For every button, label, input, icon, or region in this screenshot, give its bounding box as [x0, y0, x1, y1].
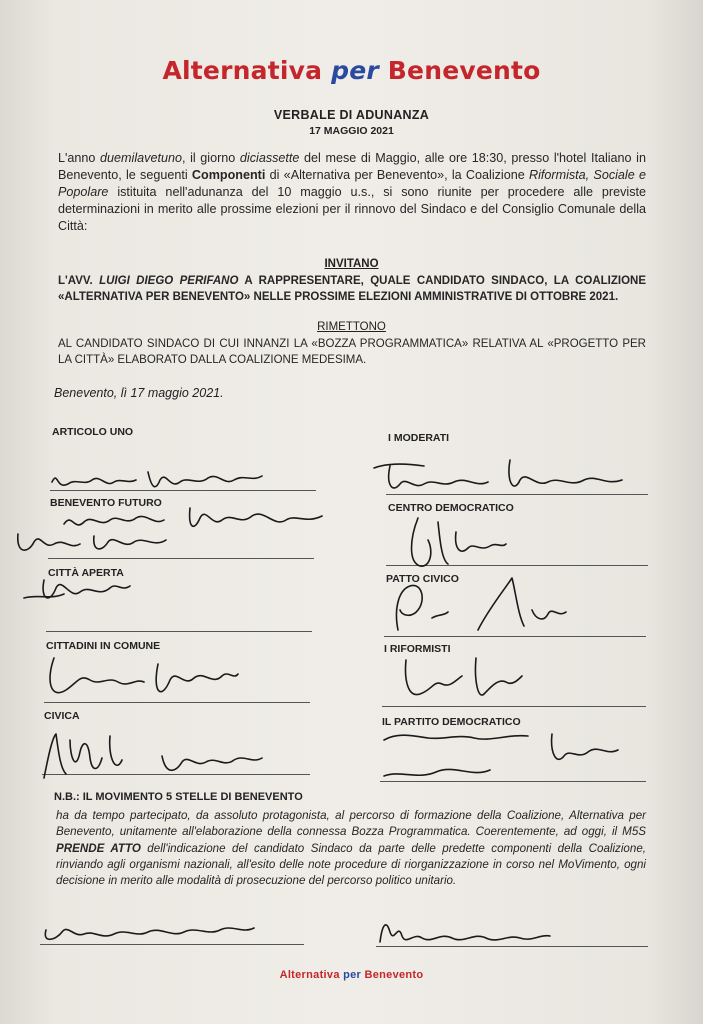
group-partito-democratico: IL PARTITO DEMOCRATICO [382, 716, 521, 728]
handwritten-signature [40, 650, 240, 706]
handwritten-signature [374, 912, 554, 950]
invitano-text-part: A RAPPRESENTARE, QUALE CANDIDATO SINDACO, LA COALIZIONE «ALTERNATIVA PER BENEVENTO» NELLE PROSSIME ELEZIONI AMMINISTRATIVE DI OTTOBRE 2021. [58, 275, 647, 303]
nb-text: ha da tempo partecipato, da assoluto protagonista, al percorso di formazione della Coalizione, Alternativa per Benevento, unitamente all'elaborazione della connessa Bozza Programmatica. Coerentemente, ad oggi, il M5S [56, 809, 646, 839]
invitano-heading: INVITANO [324, 258, 379, 270]
intro-text: istituita nell'adunanza del 10 maggio u.s., si sono riunite per procedere alle previste determinazioni in merito alle prossime elezioni per il rinnovo del Sindaco e del Consiglio Comunale della Città: [58, 185, 646, 233]
rimettono-text: AL CANDIDATO SINDACO DI CUI INNANZI LA «BOZZA PROGRAMMATICA» RELATIVA AL «PROGETTO PER LA CITTÀ» ELABORATO DALLA COALIZIONE MEDESIMA. [58, 338, 646, 366]
handwritten-signature [378, 722, 638, 788]
handwritten-signature [20, 570, 140, 606]
title-per: per [331, 56, 379, 85]
invitano-text [58, 273, 646, 305]
document-title [0, 56, 703, 85]
handwritten-signature [36, 728, 266, 784]
group-patto-civico: PATTO CIVICO [386, 573, 459, 585]
intro-components: Componenti [191, 168, 266, 182]
rimettono-heading: RIMETTONO [317, 321, 386, 333]
title-benevento: Benevento [387, 56, 541, 85]
nb-body [56, 808, 646, 889]
nb-label: N.B.: IL MOVIMENTO 5 STELLE DI BENEVENTO [54, 791, 303, 803]
handwritten-signature [370, 454, 630, 498]
group-i-riformisti: I RIFORMISTI [384, 643, 451, 655]
handwritten-signature [398, 650, 528, 710]
group-articolo-uno: ARTICOLO UNO [52, 426, 134, 438]
handwritten-signature [40, 910, 260, 946]
intro-text: del mese di Maggio, alle ore 18:30, presso l'hotel Italiano in Benevento, le seguenti [58, 151, 646, 182]
handwritten-signature [48, 460, 288, 500]
document-date: 17 MAGGIO 2021 [309, 125, 394, 137]
invitano-text-part: L'AVV. [58, 275, 100, 287]
group-civica: CIVICA [44, 710, 80, 722]
footer-benevento: Benevento [364, 969, 424, 981]
footer-per: per [343, 969, 362, 981]
intro-day: diciassette [239, 151, 300, 165]
document-subtitle: VERBALE DI ADUNANZA [273, 108, 430, 122]
nb-text: dell'indicazione del candidato Sindaco da parte delle predette componenti della Coalizione, rinviando agli organismi nazionali, all'esito delle note procedure di riorganizzazione in corso nel MoVimento, ogni decisione in merito alle modalità di prosecuzione del percorso politico unitario. [56, 841, 646, 888]
footer-logo [0, 969, 703, 981]
footer-alternativa: Alternativa [279, 969, 340, 981]
group-benevento-futuro: BENEVENTO FUTURO [50, 497, 162, 509]
intro-paragraph [58, 150, 646, 235]
handwritten-signature [388, 570, 588, 640]
signature-line [46, 631, 312, 632]
candidate-name: LUIGI DIEGO PERIFANO [99, 275, 239, 287]
nb-prende-atto: PRENDE ATTO [56, 841, 141, 855]
signature-line [376, 946, 648, 947]
place-date: Benevento, lì 17 maggio 2021. [54, 386, 224, 400]
signature-line [48, 558, 314, 559]
handwritten-signature [14, 524, 184, 558]
group-centro-democratico: CENTRO DEMOCRATICO [388, 502, 514, 514]
group-i-moderati: I MODERATI [388, 432, 450, 444]
handwritten-signature [400, 512, 510, 572]
intro-text: , il giorno [181, 151, 240, 165]
group-cittadini-in-comune: CITTADINI IN COMUNE [46, 640, 161, 652]
intro-text: di «Alternativa per Benevento», la Coalizione [265, 168, 529, 182]
title-alternativa: Alternativa [162, 56, 323, 85]
intro-coalition-type: Riformista, Sociale e Popolare [58, 168, 646, 199]
group-citta-aperta: CITTÀ APERTA [48, 567, 124, 579]
signature-line [40, 944, 304, 945]
intro-year: duemilavetuno [100, 151, 182, 165]
intro-text: L'anno [58, 151, 101, 165]
